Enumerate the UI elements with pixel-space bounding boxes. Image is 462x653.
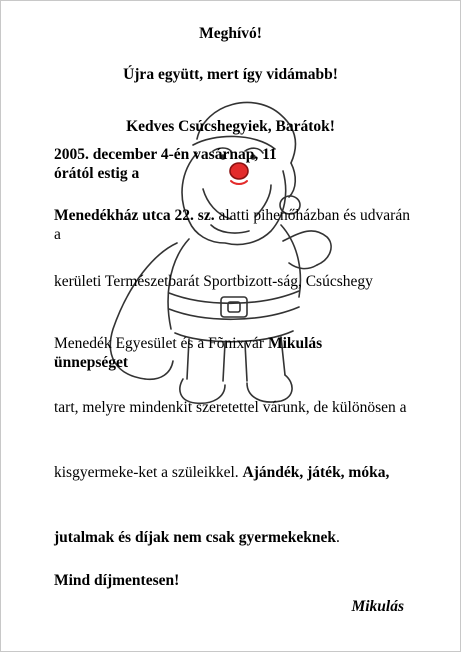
gifts-text: Ajándék, játék, móka, (242, 464, 390, 481)
paragraph-welcome: tart, melyre mindenkit szeretettel várunk, de különösen a (54, 399, 407, 416)
paragraph-children (54, 463, 424, 482)
children-text: kisgyermeke-ket a szüleikkel. (54, 464, 243, 481)
paragraph-organizer: kerületi Természetbarát Sportbizott-ság, Csúcshegy (54, 273, 373, 290)
address: Menedékház utca 22. sz. (54, 207, 215, 224)
invitation-text (1, 1, 460, 651)
paragraph-free: Mind díjmentesen! (54, 572, 180, 589)
rewards-period: . (336, 529, 340, 546)
paragraph-date: 2005. december 4-én vasárnap, 11 órától estig a (54, 146, 277, 182)
event-text: Menedék Egyesület és a Fõnixvár (54, 335, 268, 352)
paragraph-rewards (54, 528, 424, 547)
rewards-text: jutalmak és díjak nem csak gyermekeknek (54, 529, 337, 546)
location-text: alatti pihenőházban és udvarán a (54, 207, 410, 243)
paragraph-event (54, 334, 394, 372)
heading: Meghívó! (199, 25, 262, 42)
paragraph-location (54, 206, 414, 244)
greeting: Kedves Csúcshegyiek, Barátok! (126, 118, 335, 135)
subheading: Újra együtt, mert így vidámabb! (123, 66, 338, 83)
signature: Mikulás (351, 598, 404, 615)
event-name: Mikulás ünnepséget (54, 335, 323, 371)
